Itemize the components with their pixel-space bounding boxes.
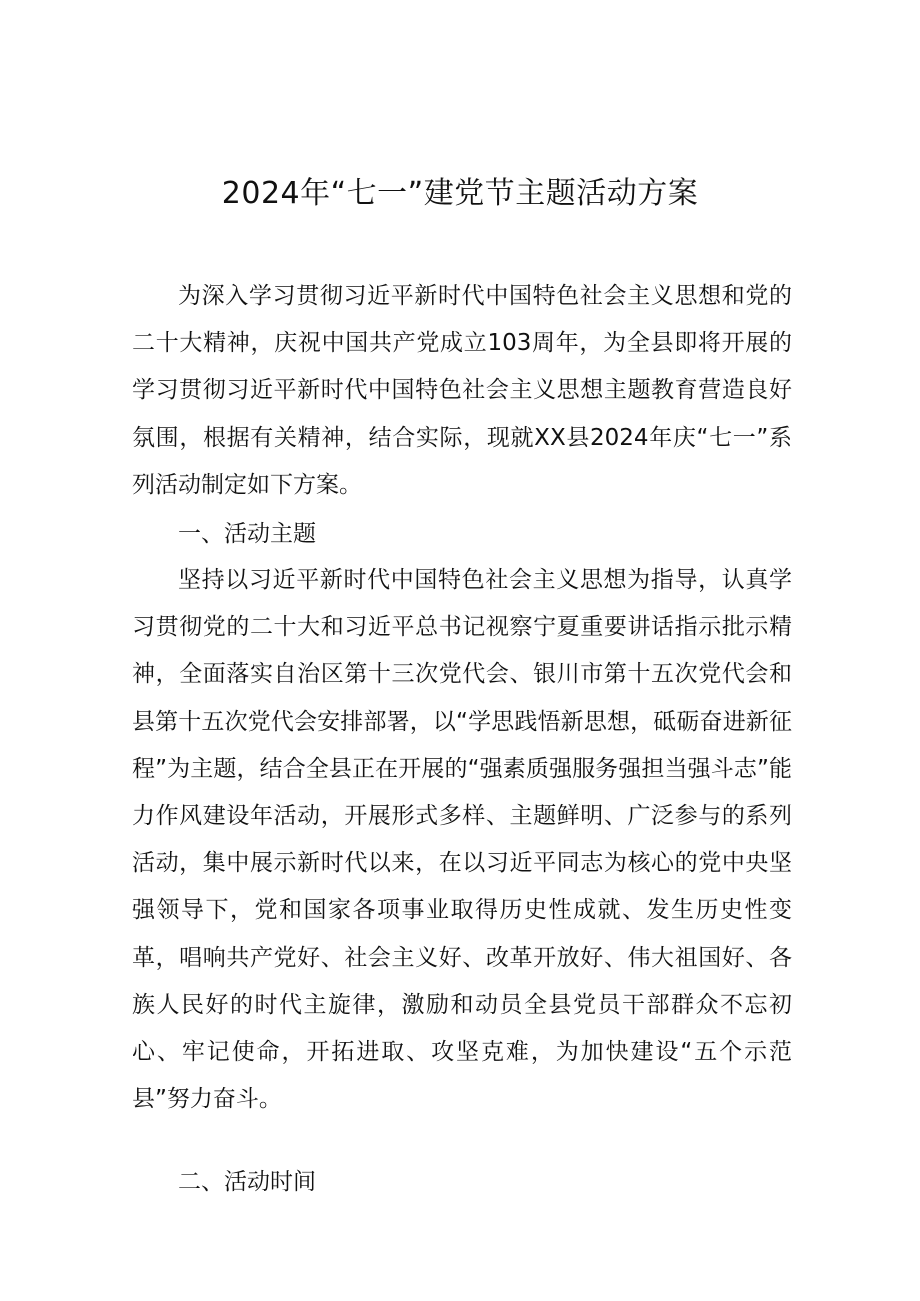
theme-paragraph: 坚持以习近平新时代中国特色社会主义思想为指导，认真学习贯彻党的二十大和习近平总书记视察宁夏重要讲话指示批示精神，全面落实自治区第十三次党代会、银川市第十五次党代会和县第十五次党代会安排部署，以“学思践悟新思想，砥砺奋进新征程”为主题，结合全县正在开展的“强素质强服务强担当强斗志”能力作风建设年活动，开展形式多样、主题鲜明、广泛参与的系列活动，集中展示新时代以来，在以习近平同志为核心的党中央坚强领导下，党和国家各项事业取得历史性成就、发生历史性变革，唱响共产党好、社会主义好、改革开放好、伟大祖国好、各族人民好的时代主旋律，激励和动员全县党员干部群众不忘初心、牢记使命，开拓进取、攻坚克难，为加快建设“五个示范县”努力奋斗。 — [132, 567, 792, 1113]
intro-paragraph: 为深入学习贯彻习近平新时代中国特色社会主义思想和党的二十大精神，庆祝中国共产党成立103周年，为全县即将开展的学习贯彻习近平新时代中国特色社会主义思想主题教育营造良好氛围，根据有关精神，结合实际，现就XX县2024年庆“七一”系列活动制定如下方案。 — [132, 283, 792, 498]
document-title: 2024年“七一”建党节主题活动方案 — [221, 176, 699, 211]
section-heading-theme: 一、活动主题 — [178, 521, 316, 547]
section-heading-time: 二、活动时间 — [178, 1169, 316, 1195]
